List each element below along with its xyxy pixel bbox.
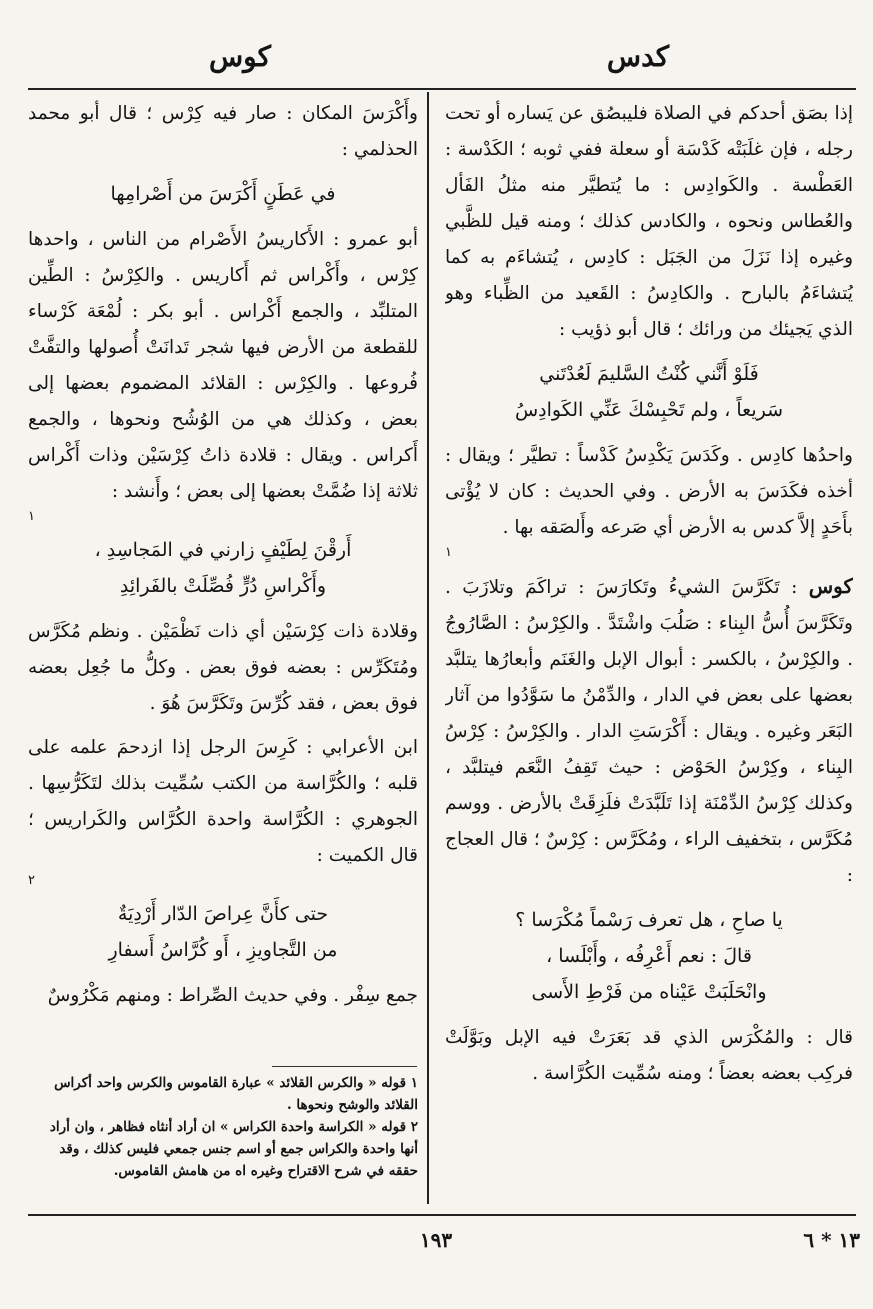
verse-line: في عَطَنٍ أَكْرَسَ من أَصْرامِها — [110, 183, 336, 205]
left-column — [28, 96, 418, 1066]
paragraph-text: أبو عمرو : الأَكاريسُ الأَصْرام من الناس ، واحدها كِرْس ، وأَكْراس ثم أَكاريس . والكِرْسُ : الطِّين المتلبِّد ، والجمع أَكْراس . أبو بكر : لُمْعَة كَرْساء للقطعة من الأرض فيها شجر تَدانَتْ أُصولها والتفَّتْ فُروعها . والكِرْس : القلائد المضموم بعضها إلى بعض ، وكذلك هي من الوُشُح ونحوها ، والجمع أَكراس . ويقال : قلادة ذاتُ كِرْسَيْن وذات أَكْراس ثلاثة إذا ضُمَّتْ بعضها إلى بعض ؛ وأَنشد : — [28, 229, 418, 502]
verse-line: قالَ : نعم أَعْرِفُه ، وأَبْلَسا ، — [546, 945, 752, 967]
verse-line: حتى كأَنَّ عِراصَ الدّار أَرْدِيَةٌ — [117, 903, 329, 925]
column-divider — [427, 92, 429, 1204]
paragraph: وأَكْرَسَ المكان : صار فيه كِرْس ؛ قال أبو محمد الحذلمي : — [28, 103, 418, 160]
verse — [445, 356, 853, 428]
footnote: ٢ قوله « الكراسة واحدة الكراس » ان أراد أنثاه فظاهر ، وان أراد أنها واحدة والكراس جمع أو اسم جنس جمعي فليس كذلك ، وقد حققه في شرح الاقتراح وغيره اه من هامش القاموس. — [49, 1119, 418, 1179]
footnote-marker: ٢ — [28, 873, 35, 888]
verse-line: وأَكْراسِ دُرٍّ فُصِّلَتْ بالفَرائِدِ — [119, 575, 327, 597]
verse — [28, 532, 418, 604]
right-column — [445, 96, 853, 1208]
footnote: ١ قوله « والكرس القلائد » عبارة القاموس والكرس واحد أكراس القلائد والوشح ونحوها . — [54, 1075, 418, 1113]
footnote-rule — [272, 1066, 417, 1067]
paragraph-text: واحدُها كادِس . وكَدَسَ يَكْدِسُ كَدْساً : تطيَّر ؛ ويقال : أخذه فكَدَسَ به الأرض . وفي الحديث : كان لا يُؤْتى بأَحَدٍ إلاَّ كدس به الأرض أي صَرعه وأَلصَقه بها . — [445, 445, 853, 538]
verse — [445, 902, 853, 1010]
verse-line: سَريعاً ، ولم تَحْبِسْكَ عَنِّي الكَوادِسُ — [514, 399, 784, 421]
header-rule — [28, 88, 856, 90]
page-number: ١٩٣ — [419, 1228, 453, 1252]
verse-line: يا صاحِ ، هل تعرف رَسْماً مُكْرَسا ؟ — [515, 909, 783, 931]
verse — [28, 176, 418, 212]
header-root-word-right: كدس — [606, 40, 670, 73]
entry — [445, 568, 853, 894]
paragraph: وقلادة ذات كِرْسَيْن أي ذات نَظْمَيْن . ونظم مُكَرَّس ومُتَكَرِّس : بعضه فوق بعض . وكلُّ ما جُعِل بعضه فوق بعض ، فقد كُرِّسَ وتَكَرَّسَ هُوَ . — [28, 621, 418, 714]
verse-line: وانْحَلَبَتْ عَيْناه من فَرْطِ الأَسى — [531, 981, 767, 1003]
header-root-word-left: كوس — [209, 40, 271, 73]
footer-rule — [28, 1214, 856, 1216]
paragraph: إذا بصَق أحدكم في الصلاة فليبصُق عن يَساره أو تحت رجله ، فإن غلَبَتْه كَدْسَة أو سعلة ففي ثوبه ؛ الكَدْسة : العَطْسة . والكَوادِس : ما يُتطيَّر منه مثلُ الفَأل والعُطاس ونحوه ، والكادس كذلك ؛ ومنه قيل للظَّبي وغيره إذا نَزَلَ من الجَبَل : كادِس ، يُتشاءَم به كما يُتشاءَمُ بالبارح . والكادِسُ : القَعيد من الظِّباء وهو الذي يَجيئك من ورائك ؛ قال أبو ذؤيب : — [445, 103, 853, 340]
verse — [28, 896, 418, 968]
paragraph: جمع سِفْر . وفي حديث الصِّراط : ومنهم مَكْرُوسٌ — [47, 985, 418, 1006]
verse-line: فَلَوْ أَنَّني كُنْتُ السَّليمَ لَعُدْتَني — [539, 363, 759, 385]
entry-headword: كوس — [808, 574, 853, 598]
entry-text: : تَكَرَّسَ الشيءُ وتَكارَسَ : تراكَمَ وتلازَبَ . وتَكَرَّسَ أُسُّ البِناء : صَلُبَ واشْتَدَّ . والكِرْسُ : الصَّارُوجُ . والكِرْسُ ، بالكسر : أبوال الإبل والغَنَم وأبعارُها يتلبَّد بعضها على بعض في الدار ، والدِّمْنُ ما سَوَّدُوا من آثار البَعَر وغيره . ويقال : أَكْرَسَتِ الدار . والكِرْسُ : كِرْسُ البِناء ، وكِرْسُ الحَوْض : حيث تَقِفُ النَّعَم فيتلبَّد ، وكذلك كِرْسُ الدِّمْنَة إذا تَلَبَّدَتْ فلَزِقَتْ بالأرض . ووسم مُكَرَّس ، بتخفيف الراء ، ومُكَرَّس : كِرْسٌ ؛ قال العجاج : — [445, 577, 853, 886]
paragraph: قال : والمُكْرَس الذي قد بَعَرَتْ فيه الإبل وبَوَّلَتْ فركِب بعضه بعضاً ؛ ومنه سُمِّيت الكُرَّاسة . — [445, 1027, 853, 1084]
signature-mark: ١٣ * ٦ — [803, 1228, 860, 1252]
verse-line: أَرقْنَ لِطَيْفٍ زارني في المَجاسِدِ ، — [94, 539, 352, 561]
paragraph — [28, 730, 418, 888]
footnote-marker: ١ — [445, 545, 452, 560]
footnote-marker: ١ — [28, 509, 35, 524]
footnotes — [28, 1072, 418, 1182]
paragraph — [28, 222, 418, 524]
paragraph — [445, 438, 853, 560]
paragraph-text: ابن الأعرابي : كَرِسَ الرجل إذا ازدحمَ علمه على قلبه ؛ والكُرَّاسة من الكتب سُمِّيت بذلك لتَكَرُّسِها . الجوهري : الكُرَّاسة واحدة الكُرَّاس والكَراريس ؛ قال الكميت : — [28, 737, 418, 866]
verse-line: من التَّجاويزِ ، أَو كُرَّاسُ أَسفارِ — [108, 939, 338, 961]
